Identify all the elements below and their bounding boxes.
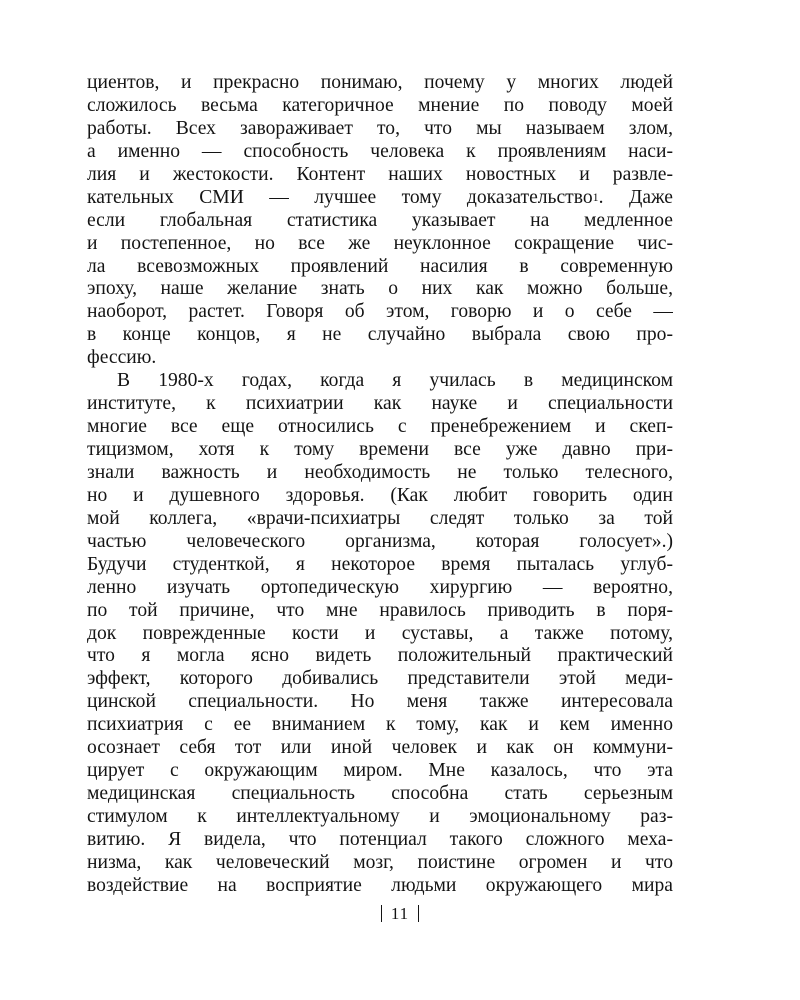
text-line: фессию. xyxy=(87,347,157,369)
text-line: эффект, которого добивались представители этой меди- xyxy=(87,668,673,690)
text-line: наоборот, растет. Говоря об этом, говорю и о себе — xyxy=(87,301,673,323)
text-line: низма, как человеческий мозг, поистине огромен и что xyxy=(87,851,673,873)
text-line: а именно — способность человека к проявлениям наси- xyxy=(87,140,673,162)
text-line: Будучи студенткой, я некоторое время пыталась углуб- xyxy=(87,553,673,575)
text-line: циентов, и прекрасно понимаю, почему у многих людей xyxy=(87,72,673,93)
text-line: институте, к психиатрии как науке и специальности xyxy=(87,393,673,415)
text-line: сложилось весьма категоричное мнение по поводу моей xyxy=(87,94,673,116)
text-line: но и душевного здоровья. (Как любит говорить один xyxy=(87,484,673,506)
text-line: многие все еще относились с пренебрежением и скеп- xyxy=(87,416,673,438)
text-line: ла всевозможных проявлений насилия в современную xyxy=(87,255,673,277)
paragraph-2 xyxy=(87,370,673,898)
text-line: частью человеческого организма, которая голосует».) xyxy=(87,530,673,552)
page-number: 11 xyxy=(390,904,410,923)
text-line: и постепенное, но все же неуклонное сокращение чис- xyxy=(87,232,673,254)
text-line: лия и жестокости. Контент наших новостных и развле- xyxy=(87,163,673,185)
text-segment: . Даже xyxy=(598,186,673,208)
text-line: В 1980-х годах, когда я училась в медицинском xyxy=(117,370,673,392)
text-line: работы. Всех завораживает то, что мы называем злом, xyxy=(87,117,673,139)
text-line: психиатрия с ее вниманием к тому, как и кем именно xyxy=(87,714,673,736)
text-line: витию. Я видела, что потенциал такого сложного меха- xyxy=(87,828,673,850)
text-segment: кательных СМИ — лучшее тому доказательство xyxy=(87,186,593,208)
text-line: если глобальная статистика указывает на медленное xyxy=(87,209,673,231)
text-line: в конце концов, я не случайно выбрала свою про- xyxy=(87,324,673,346)
divider xyxy=(381,905,382,922)
text-line: тицизмом, хотя к тому времени все уже давно при- xyxy=(87,439,673,460)
footnote-reference[interactable]: 1 xyxy=(592,189,599,204)
book-page-text xyxy=(87,72,673,898)
text-line: осознает себя тот или иной человек и как он коммуни- xyxy=(87,737,673,759)
paragraph-1 xyxy=(87,72,673,370)
text-line: что я могла ясно видеть положительный практический xyxy=(87,645,673,667)
text-line: стимулом к интеллектуальному и эмоциональному раз- xyxy=(87,806,673,827)
text-line: мой коллега, «врачи-психиатры следят только за той xyxy=(87,507,673,529)
text-line: док поврежденные кости и суставы, а также потому, xyxy=(87,622,673,644)
text-line-with-footnote xyxy=(87,187,673,210)
text-line: знали важность и необходимость не только телесного, xyxy=(87,461,673,483)
page-number-footer xyxy=(0,904,800,924)
text-line: эпоху, наше желание знать о них как можно больше, xyxy=(87,278,673,300)
text-line: цинской специальности. Но меня также интересовала xyxy=(87,691,673,713)
text-line: ленно изучать ортопедическую хирургию — вероятно, xyxy=(87,576,673,598)
divider xyxy=(418,905,419,922)
text-line: цирует с окружающим миром. Мне казалось, что эта xyxy=(87,760,673,782)
text-line: по той причине, что мне нравилось приводить в поря- xyxy=(87,599,673,621)
text-line: воздействие на восприятие людьми окружающего мира xyxy=(87,874,673,896)
text-line: медицинская специальность способна стать серьезным xyxy=(87,783,673,805)
